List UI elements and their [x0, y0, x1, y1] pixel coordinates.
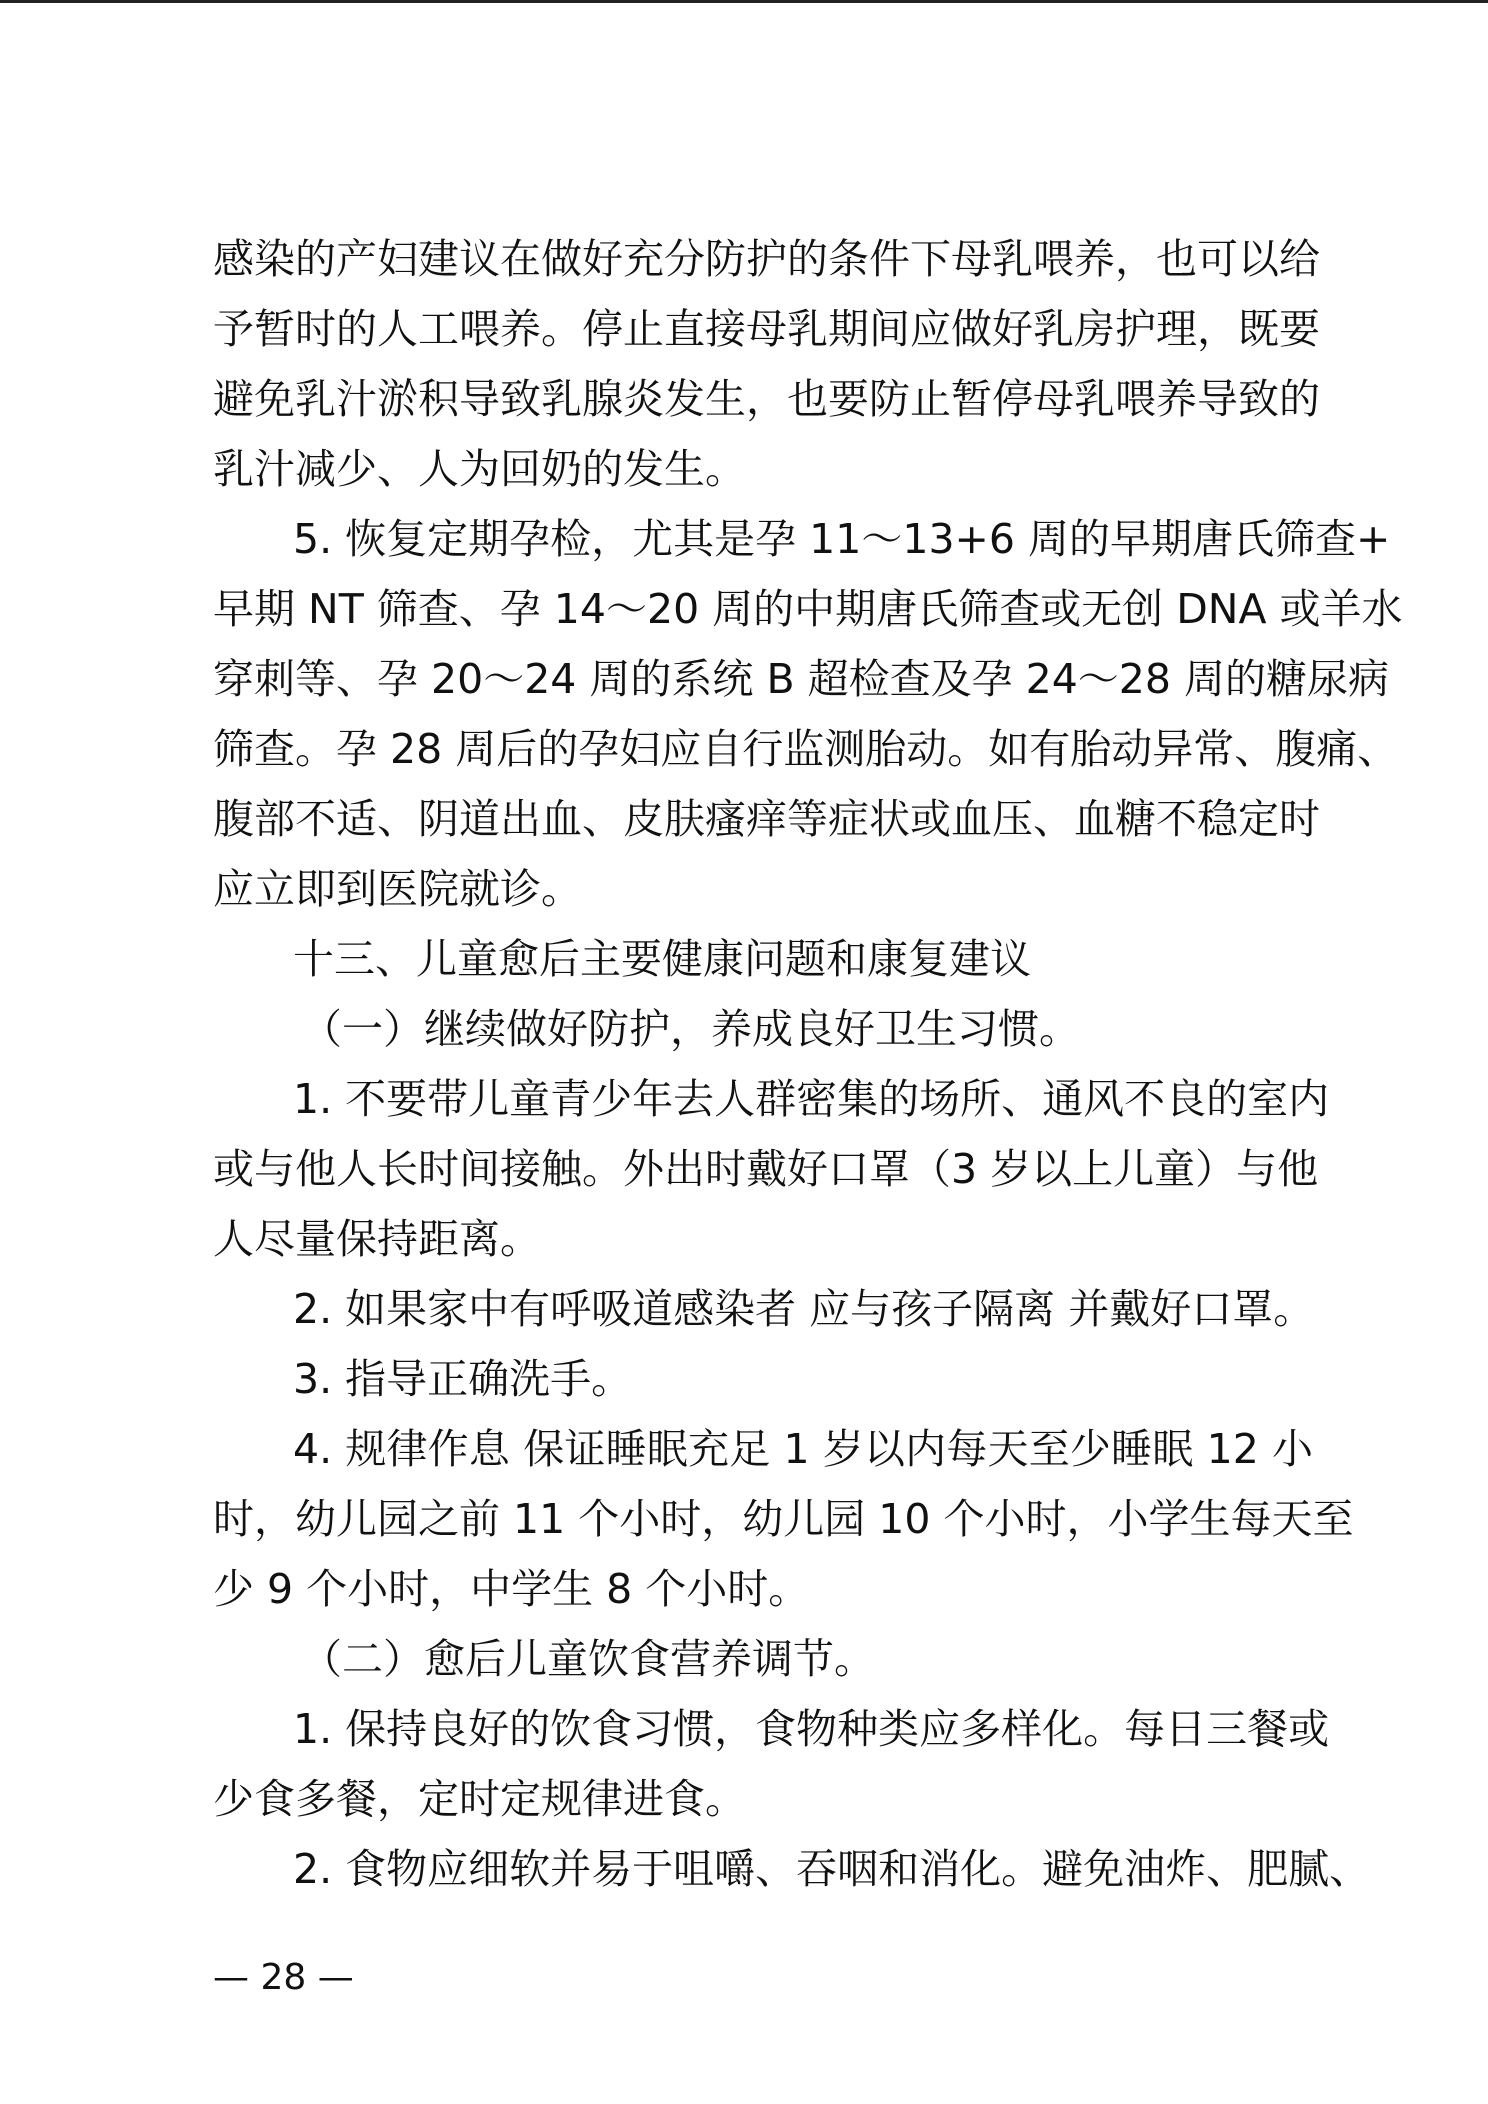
- text-line-17: 3. 指导正确洗手。: [293, 1355, 633, 1403]
- page-number: — 28 —: [213, 1957, 354, 1998]
- text-line-3: 避免乳汁淤积导致乳腺炎发生，也要防止暂停母乳喂养导致的: [213, 375, 1320, 423]
- text-line-6: 早期 NT 筛查、孕 14～20 周的中期唐氏筛查或无创 DNA 或羊水: [213, 585, 1403, 633]
- text-line-20: 少 9 个小时，中学生 8 个小时。: [213, 1565, 810, 1613]
- text-line-16: 2. 如果家中有呼吸道感染者 应与孩子隔离 并戴好口罩。: [293, 1285, 1315, 1333]
- subsection-heading-2: （二）愈后儿童饮食营养调节。: [301, 1635, 875, 1683]
- text-line-19: 时，幼儿园之前 11 个小时，幼儿园 10 个小时，小学生每天至: [213, 1495, 1354, 1543]
- text-line-10: 应立即到医院就诊。: [213, 865, 582, 913]
- text-line-4: 乳汁减少、人为回奶的发生。: [213, 445, 746, 493]
- document-body: [213, 224, 1403, 1904]
- top-border-rule: [0, 0, 1488, 3]
- subsection-heading-1: （一）继续做好防护，养成良好卫生习惯。: [301, 1005, 1080, 1053]
- text-line-13: 1. 不要带儿童青少年去人群密集的场所、通风不良的室内: [293, 1075, 1330, 1123]
- text-line-22: 1. 保持良好的饮食习惯，食物种类应多样化。每日三餐或: [293, 1705, 1330, 1753]
- text-line-8: 筛查。孕 28 周后的孕妇应自行监测胎动。如有胎动异常、腹痛、: [213, 725, 1399, 773]
- text-line-5: 5. 恢复定期孕检，尤其是孕 11～13+6 周的早期唐氏筛查+: [293, 515, 1391, 563]
- section-heading: 十三、儿童愈后主要健康问题和康复建议: [293, 935, 1031, 983]
- text-line-9: 腹部不适、阴道出血、皮肤瘙痒等症状或血压、血糖不稳定时: [213, 795, 1320, 843]
- text-line-15: 人尽量保持距离。: [213, 1215, 541, 1263]
- text-line-18: 4. 规律作息 保证睡眠充足 1 岁以内每天至少睡眠 12 小: [293, 1425, 1313, 1473]
- text-line-23: 少食多餐，定时定规律进食。: [213, 1775, 746, 1823]
- text-line-1: 感染的产妇建议在做好充分防护的条件下母乳喂养，也可以给: [213, 235, 1320, 283]
- text-line-2: 予暂时的人工喂养。停止直接母乳期间应做好乳房护理，既要: [213, 305, 1320, 353]
- text-line-24: 2. 食物应细软并易于咀嚼、吞咽和消化。避免油炸、肥腻、: [293, 1845, 1371, 1893]
- text-line-14: 或与他人长时间接触。外出时戴好口罩（3 岁以上儿童）与他: [213, 1145, 1319, 1193]
- text-line-7: 穿刺等、孕 20～24 周的系统 B 超检查及孕 24～28 周的糖尿病: [213, 655, 1390, 703]
